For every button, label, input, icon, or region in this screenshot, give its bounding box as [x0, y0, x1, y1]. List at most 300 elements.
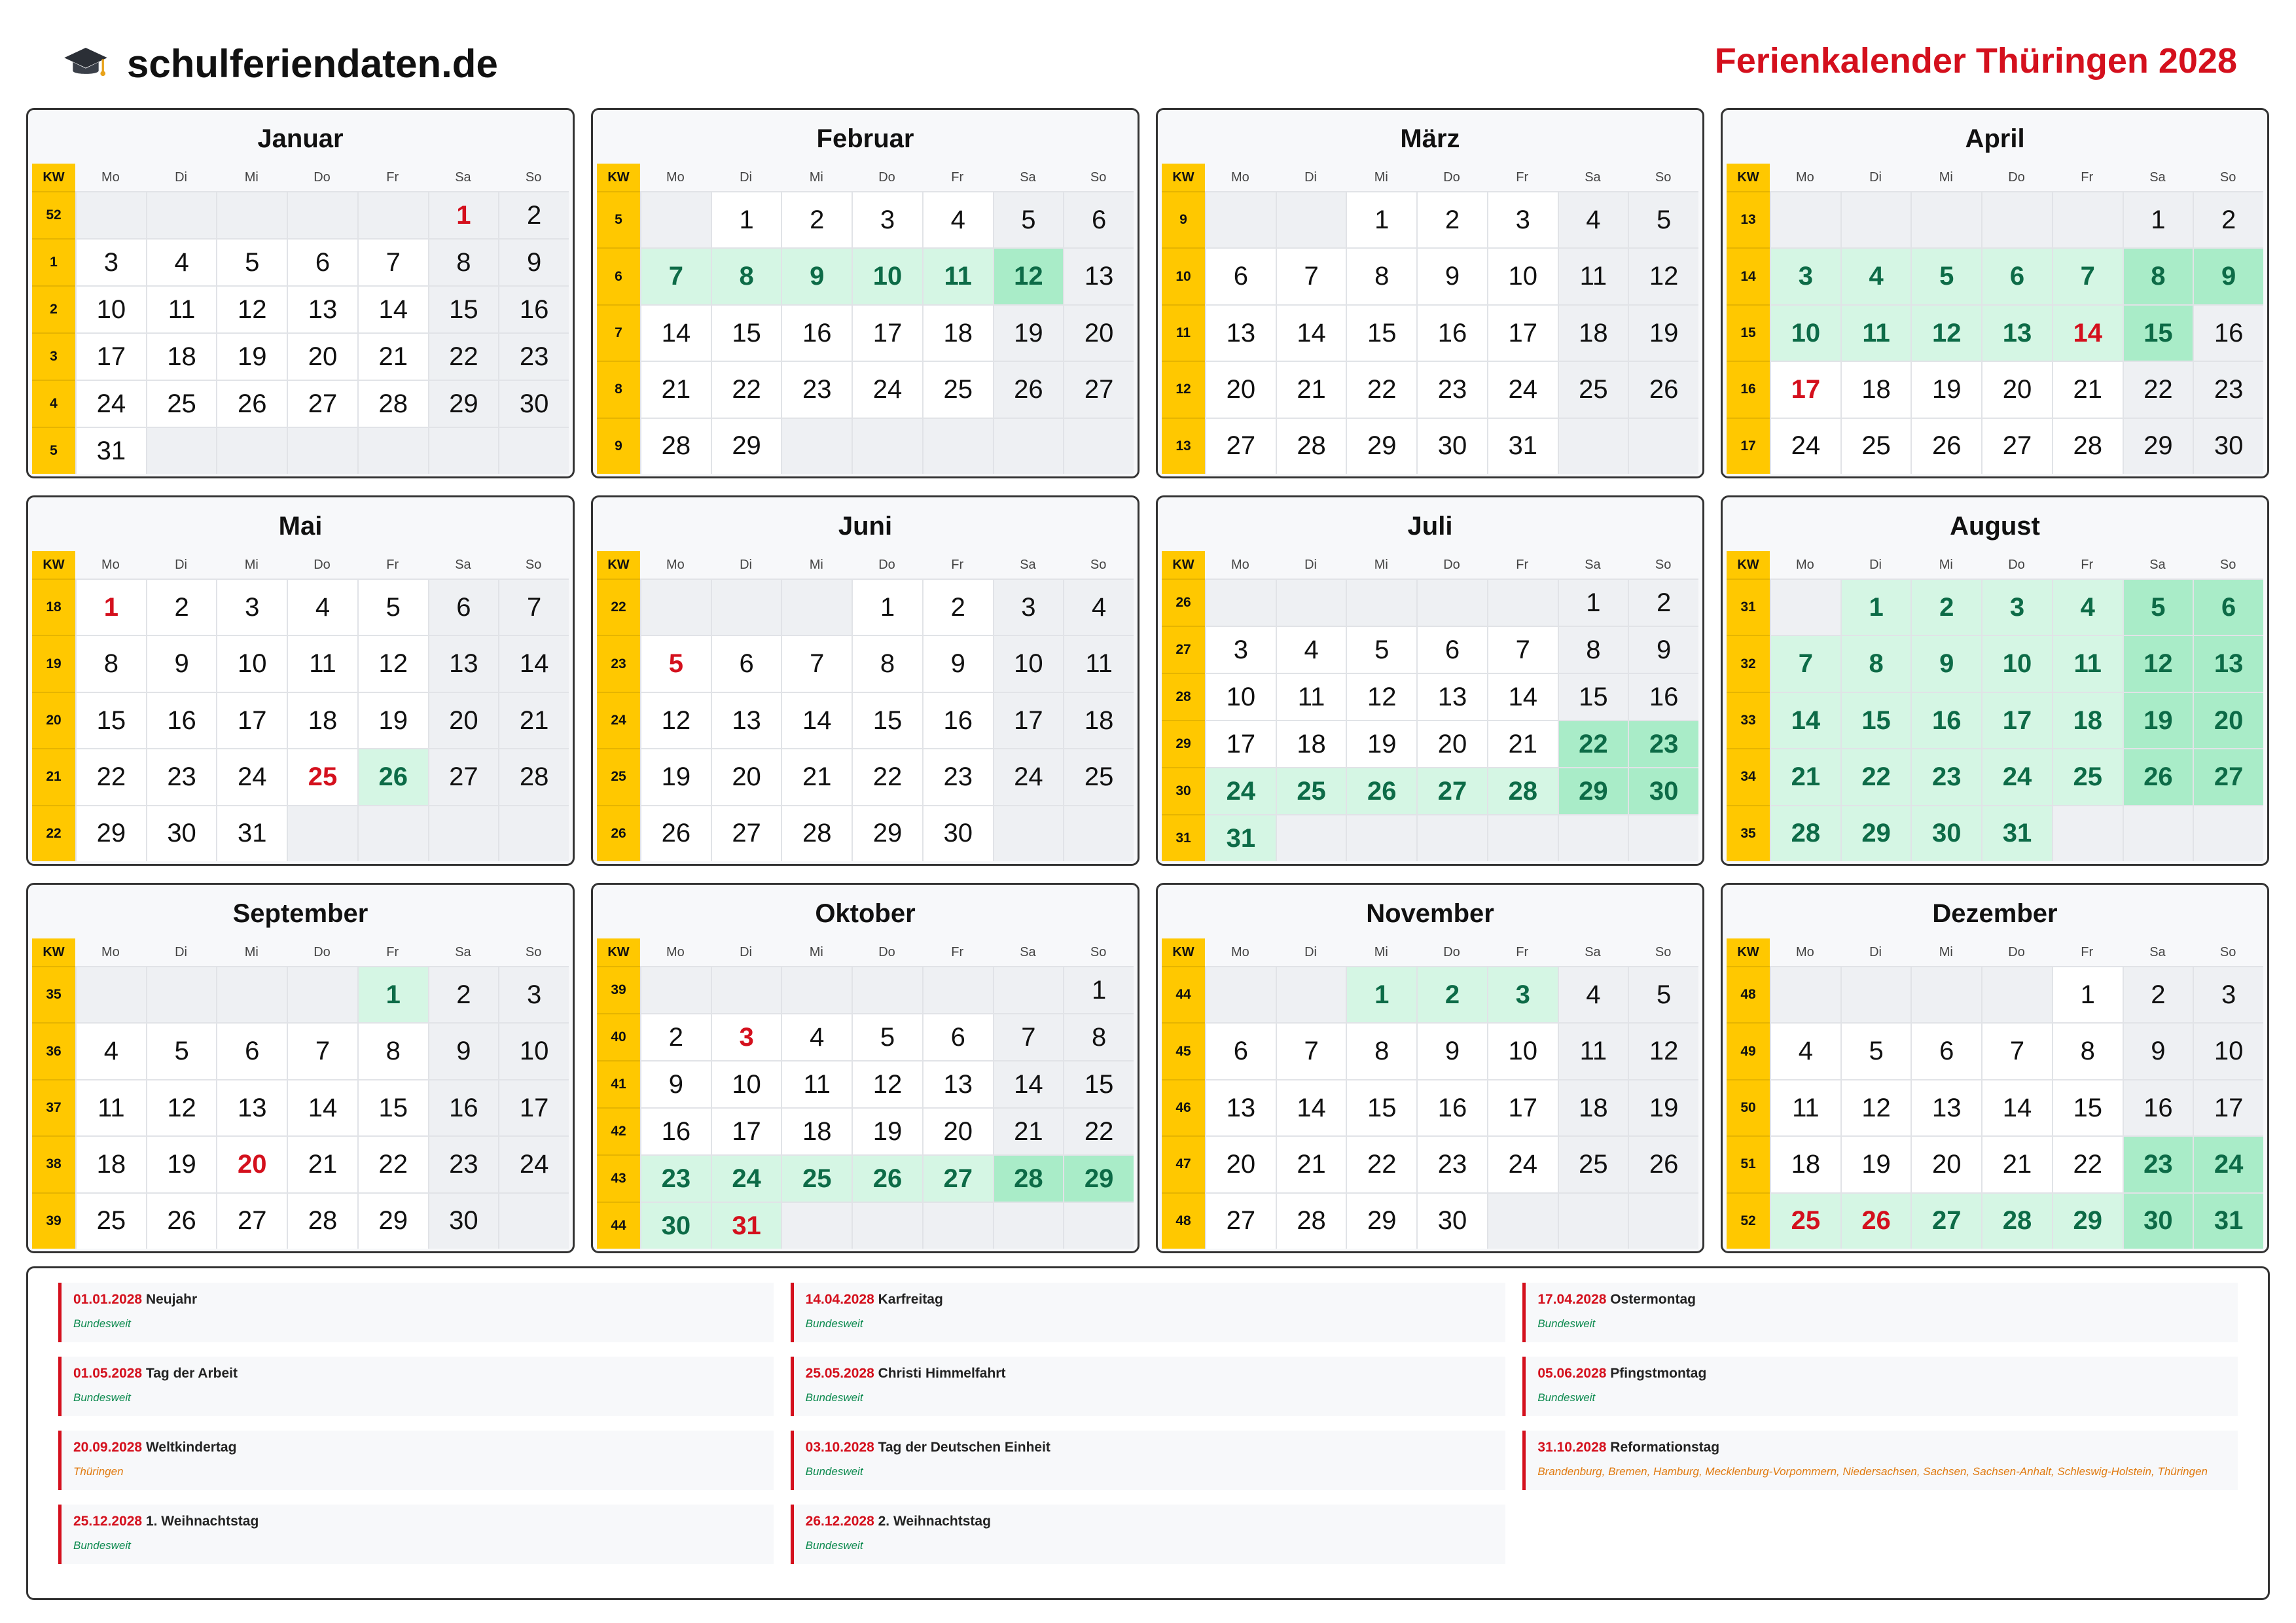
day-cell[interactable]: 26: [1628, 361, 1698, 417]
day-cell[interactable]: 13: [1063, 247, 1134, 304]
day-cell[interactable]: 11: [1558, 247, 1628, 304]
day-cell[interactable]: 12: [852, 1060, 922, 1107]
day-cell[interactable]: 22: [852, 748, 922, 804]
day-cell[interactable]: 20: [428, 692, 499, 748]
day-cell[interactable]: 15: [1346, 304, 1416, 361]
day-cell[interactable]: 11: [146, 285, 217, 332]
vacation-day-cell[interactable]: 29: [1558, 767, 1628, 814]
day-cell[interactable]: 12: [357, 635, 428, 691]
day-cell[interactable]: 4: [287, 579, 357, 635]
day-cell[interactable]: 6: [428, 579, 499, 635]
day-cell[interactable]: 3: [1487, 191, 1558, 247]
day-cell[interactable]: 10: [2193, 1022, 2263, 1079]
day-cell[interactable]: 29: [357, 1192, 428, 1249]
day-cell[interactable]: 27: [1981, 418, 2052, 474]
vacation-day-cell[interactable]: 20: [2193, 692, 2263, 748]
day-cell[interactable]: 3: [216, 579, 287, 635]
day-cell[interactable]: 28: [357, 380, 428, 427]
vacation-day-cell[interactable]: 27: [2193, 748, 2263, 804]
day-cell[interactable]: 22: [1346, 1135, 1416, 1192]
day-cell[interactable]: 26: [1910, 418, 1981, 474]
day-cell[interactable]: 31: [1487, 418, 1558, 474]
day-cell[interactable]: 21: [357, 332, 428, 380]
day-cell[interactable]: 6: [1910, 1022, 1981, 1079]
day-cell[interactable]: 20: [1416, 720, 1487, 767]
day-cell[interactable]: 15: [75, 692, 146, 748]
day-cell[interactable]: 1: [711, 191, 781, 247]
vacation-day-cell[interactable]: 24: [711, 1154, 781, 1202]
day-cell[interactable]: 27: [287, 380, 357, 427]
day-cell[interactable]: 29: [2123, 418, 2193, 474]
day-cell[interactable]: 24: [1770, 418, 1840, 474]
vacation-day-cell[interactable]: 29: [1840, 805, 1911, 861]
vacation-day-cell[interactable]: 12: [2123, 635, 2193, 691]
holiday-day-cell[interactable]: 20: [216, 1135, 287, 1192]
day-cell[interactable]: 1: [2052, 966, 2123, 1022]
day-cell[interactable]: 22: [711, 361, 781, 417]
day-cell[interactable]: 25: [1558, 361, 1628, 417]
day-cell[interactable]: 3: [498, 966, 569, 1022]
vacation-day-cell[interactable]: 11: [1840, 304, 1911, 361]
day-cell[interactable]: 4: [1558, 191, 1628, 247]
day-cell[interactable]: 19: [993, 304, 1064, 361]
vacation-day-cell[interactable]: 25: [1276, 767, 1346, 814]
vacation-day-cell[interactable]: 16: [1910, 692, 1981, 748]
day-cell[interactable]: 10: [1487, 1022, 1558, 1079]
day-cell[interactable]: 23: [1416, 1135, 1487, 1192]
day-cell[interactable]: 6: [1205, 247, 1276, 304]
day-cell[interactable]: 31: [75, 427, 146, 474]
vacation-day-cell[interactable]: 23: [1628, 720, 1698, 767]
day-cell[interactable]: 4: [1770, 1022, 1840, 1079]
vacation-day-cell[interactable]: 30: [1628, 767, 1698, 814]
day-cell[interactable]: 28: [781, 805, 852, 861]
vacation-day-cell[interactable]: 12: [993, 247, 1064, 304]
day-cell[interactable]: 7: [498, 579, 569, 635]
holiday-day-cell[interactable]: 1: [75, 579, 146, 635]
vacation-day-cell[interactable]: 10: [1981, 635, 2052, 691]
vacation-day-cell[interactable]: 29: [1063, 1154, 1134, 1202]
day-cell[interactable]: 16: [2123, 1079, 2193, 1135]
vacation-day-cell[interactable]: 2: [1910, 579, 1981, 635]
day-cell[interactable]: 21: [640, 361, 711, 417]
vacation-day-cell[interactable]: 24: [1205, 767, 1276, 814]
day-cell[interactable]: 14: [498, 635, 569, 691]
vacation-day-cell[interactable]: 3: [1981, 579, 2052, 635]
day-cell[interactable]: 11: [1558, 1022, 1628, 1079]
day-cell[interactable]: 14: [1276, 304, 1346, 361]
day-cell[interactable]: 14: [781, 692, 852, 748]
day-cell[interactable]: 11: [1063, 635, 1134, 691]
day-cell[interactable]: 11: [1770, 1079, 1840, 1135]
vacation-day-cell[interactable]: 8: [1840, 635, 1911, 691]
vacation-day-cell[interactable]: 31: [2193, 1192, 2263, 1249]
vacation-day-cell[interactable]: 24: [2193, 1135, 2263, 1192]
day-cell[interactable]: 16: [2193, 304, 2263, 361]
day-cell[interactable]: 8: [1558, 626, 1628, 673]
day-cell[interactable]: 7: [287, 1022, 357, 1079]
day-cell[interactable]: 20: [287, 332, 357, 380]
day-cell[interactable]: 10: [1487, 247, 1558, 304]
day-cell[interactable]: 17: [2193, 1079, 2263, 1135]
day-cell[interactable]: 22: [75, 748, 146, 804]
vacation-day-cell[interactable]: 2: [1416, 966, 1487, 1022]
vacation-day-cell[interactable]: 22: [1840, 748, 1911, 804]
vacation-day-cell[interactable]: 10: [1770, 304, 1840, 361]
day-cell[interactable]: 10: [498, 1022, 569, 1079]
day-cell[interactable]: 14: [640, 304, 711, 361]
day-cell[interactable]: 5: [1346, 626, 1416, 673]
day-cell[interactable]: 21: [781, 748, 852, 804]
day-cell[interactable]: 19: [146, 1135, 217, 1192]
day-cell[interactable]: 20: [1205, 361, 1276, 417]
day-cell[interactable]: 25: [146, 380, 217, 427]
day-cell[interactable]: 19: [852, 1107, 922, 1154]
day-cell[interactable]: 28: [498, 748, 569, 804]
day-cell[interactable]: 8: [75, 635, 146, 691]
day-cell[interactable]: 14: [993, 1060, 1064, 1107]
vacation-day-cell[interactable]: 31: [1205, 814, 1276, 861]
day-cell[interactable]: 25: [922, 361, 993, 417]
day-cell[interactable]: 25: [75, 1192, 146, 1249]
day-cell[interactable]: 4: [1558, 966, 1628, 1022]
day-cell[interactable]: 7: [1487, 626, 1558, 673]
day-cell[interactable]: 7: [357, 238, 428, 285]
vacation-day-cell[interactable]: 10: [852, 247, 922, 304]
day-cell[interactable]: 18: [1558, 1079, 1628, 1135]
day-cell[interactable]: 20: [1063, 304, 1134, 361]
holiday-day-cell[interactable]: 25: [1770, 1192, 1840, 1249]
day-cell[interactable]: 10: [1205, 673, 1276, 720]
vacation-day-cell[interactable]: 1: [357, 966, 428, 1022]
day-cell[interactable]: 27: [1205, 418, 1276, 474]
day-cell[interactable]: 21: [993, 1107, 1064, 1154]
site-logo[interactable]: [63, 41, 498, 86]
vacation-day-cell[interactable]: 3: [1487, 966, 1558, 1022]
day-cell[interactable]: 19: [1840, 1135, 1911, 1192]
day-cell[interactable]: 17: [1487, 1079, 1558, 1135]
vacation-day-cell[interactable]: 4: [2052, 579, 2123, 635]
day-cell[interactable]: 2: [922, 579, 993, 635]
day-cell[interactable]: 9: [640, 1060, 711, 1107]
day-cell[interactable]: 12: [1628, 247, 1698, 304]
vacation-day-cell[interactable]: 19: [2123, 692, 2193, 748]
holiday-day-cell[interactable]: 26: [1840, 1192, 1911, 1249]
day-cell[interactable]: 8: [428, 238, 499, 285]
vacation-day-cell[interactable]: 17: [1981, 692, 2052, 748]
day-cell[interactable]: 27: [711, 805, 781, 861]
day-cell[interactable]: 17: [1205, 720, 1276, 767]
day-cell[interactable]: 4: [922, 191, 993, 247]
day-cell[interactable]: 4: [1063, 579, 1134, 635]
vacation-day-cell[interactable]: 12: [1910, 304, 1981, 361]
day-cell[interactable]: 19: [1628, 1079, 1698, 1135]
day-cell[interactable]: 5: [1840, 1022, 1911, 1079]
day-cell[interactable]: 17: [852, 304, 922, 361]
vacation-day-cell[interactable]: 27: [1416, 767, 1487, 814]
holiday-day-cell[interactable]: 17: [1770, 361, 1840, 417]
day-cell[interactable]: 23: [922, 748, 993, 804]
day-cell[interactable]: 17: [498, 1079, 569, 1135]
vacation-day-cell[interactable]: 5: [2123, 579, 2193, 635]
day-cell[interactable]: 12: [216, 285, 287, 332]
vacation-day-cell[interactable]: 6: [2193, 579, 2263, 635]
day-cell[interactable]: 13: [1416, 673, 1487, 720]
day-cell[interactable]: 30: [498, 380, 569, 427]
day-cell[interactable]: 6: [922, 1013, 993, 1060]
day-cell[interactable]: 21: [2052, 361, 2123, 417]
day-cell[interactable]: 9: [146, 635, 217, 691]
day-cell[interactable]: 21: [1487, 720, 1558, 767]
day-cell[interactable]: 21: [287, 1135, 357, 1192]
day-cell[interactable]: 9: [1628, 626, 1698, 673]
day-cell[interactable]: 30: [1416, 418, 1487, 474]
day-cell[interactable]: 1: [1063, 966, 1134, 1013]
vacation-day-cell[interactable]: 25: [781, 1154, 852, 1202]
day-cell[interactable]: 29: [428, 380, 499, 427]
day-cell[interactable]: 22: [357, 1135, 428, 1192]
vacation-day-cell[interactable]: 8: [2123, 247, 2193, 304]
day-cell[interactable]: 24: [1487, 361, 1558, 417]
day-cell[interactable]: 10: [711, 1060, 781, 1107]
day-cell[interactable]: 15: [852, 692, 922, 748]
vacation-day-cell[interactable]: 13: [2193, 635, 2263, 691]
vacation-day-cell[interactable]: 1: [1840, 579, 1911, 635]
day-cell[interactable]: 24: [993, 748, 1064, 804]
day-cell[interactable]: 24: [216, 748, 287, 804]
vacation-day-cell[interactable]: 24: [1981, 748, 2052, 804]
day-cell[interactable]: 18: [287, 692, 357, 748]
day-cell[interactable]: 23: [498, 332, 569, 380]
day-cell[interactable]: 16: [640, 1107, 711, 1154]
vacation-day-cell[interactable]: 28: [1487, 767, 1558, 814]
day-cell[interactable]: 22: [428, 332, 499, 380]
holiday-day-cell[interactable]: 5: [640, 635, 711, 691]
day-cell[interactable]: 14: [287, 1079, 357, 1135]
day-cell[interactable]: 2: [146, 579, 217, 635]
vacation-day-cell[interactable]: 5: [1910, 247, 1981, 304]
day-cell[interactable]: 4: [75, 1022, 146, 1079]
day-cell[interactable]: 8: [1346, 1022, 1416, 1079]
day-cell[interactable]: 12: [146, 1079, 217, 1135]
day-cell[interactable]: 16: [1628, 673, 1698, 720]
day-cell[interactable]: 30: [428, 1192, 499, 1249]
day-cell[interactable]: 19: [1910, 361, 1981, 417]
day-cell[interactable]: 1: [2123, 191, 2193, 247]
day-cell[interactable]: 1: [1558, 579, 1628, 626]
day-cell[interactable]: 23: [146, 748, 217, 804]
day-cell[interactable]: 17: [711, 1107, 781, 1154]
day-cell[interactable]: 6: [1416, 626, 1487, 673]
day-cell[interactable]: 5: [357, 579, 428, 635]
vacation-day-cell[interactable]: 27: [922, 1154, 993, 1202]
vacation-day-cell[interactable]: 11: [2052, 635, 2123, 691]
day-cell[interactable]: 21: [1276, 361, 1346, 417]
day-cell[interactable]: 12: [640, 692, 711, 748]
day-cell[interactable]: 2: [781, 191, 852, 247]
day-cell[interactable]: 10: [216, 635, 287, 691]
day-cell[interactable]: 1: [1346, 191, 1416, 247]
day-cell[interactable]: 3: [2193, 966, 2263, 1022]
day-cell[interactable]: 1: [852, 579, 922, 635]
day-cell[interactable]: 9: [2123, 1022, 2193, 1079]
vacation-day-cell[interactable]: 11: [922, 247, 993, 304]
day-cell[interactable]: 16: [781, 304, 852, 361]
day-cell[interactable]: 19: [640, 748, 711, 804]
vacation-day-cell[interactable]: 23: [2123, 1135, 2193, 1192]
day-cell[interactable]: 9: [498, 238, 569, 285]
vacation-day-cell[interactable]: 7: [640, 247, 711, 304]
day-cell[interactable]: 30: [1416, 1192, 1487, 1249]
vacation-day-cell[interactable]: 9: [1910, 635, 1981, 691]
day-cell[interactable]: 28: [640, 418, 711, 474]
day-cell[interactable]: 2: [428, 966, 499, 1022]
day-cell[interactable]: 27: [1063, 361, 1134, 417]
day-cell[interactable]: 28: [1276, 1192, 1346, 1249]
day-cell[interactable]: 21: [1981, 1135, 2052, 1192]
day-cell[interactable]: 14: [1487, 673, 1558, 720]
day-cell[interactable]: 24: [75, 380, 146, 427]
day-cell[interactable]: 10: [75, 285, 146, 332]
day-cell[interactable]: 11: [781, 1060, 852, 1107]
day-cell[interactable]: 18: [75, 1135, 146, 1192]
day-cell[interactable]: 18: [922, 304, 993, 361]
day-cell[interactable]: 2: [498, 191, 569, 238]
day-cell[interactable]: 15: [1558, 673, 1628, 720]
day-cell[interactable]: 19: [1628, 304, 1698, 361]
day-cell[interactable]: 25: [1063, 748, 1134, 804]
vacation-day-cell[interactable]: 27: [1910, 1192, 1981, 1249]
day-cell[interactable]: 12: [1628, 1022, 1698, 1079]
day-cell[interactable]: 29: [711, 418, 781, 474]
day-cell[interactable]: 30: [2193, 418, 2263, 474]
day-cell[interactable]: 26: [640, 805, 711, 861]
day-cell[interactable]: 8: [1346, 247, 1416, 304]
day-cell[interactable]: 17: [1487, 304, 1558, 361]
day-cell[interactable]: 15: [1063, 1060, 1134, 1107]
day-cell[interactable]: 8: [357, 1022, 428, 1079]
vacation-day-cell[interactable]: 13: [1981, 304, 2052, 361]
day-cell[interactable]: 19: [357, 692, 428, 748]
day-cell[interactable]: 6: [287, 238, 357, 285]
day-cell[interactable]: 25: [1558, 1135, 1628, 1192]
day-cell[interactable]: 30: [922, 805, 993, 861]
vacation-day-cell[interactable]: 6: [1981, 247, 2052, 304]
day-cell[interactable]: 8: [2052, 1022, 2123, 1079]
day-cell[interactable]: 29: [1346, 418, 1416, 474]
day-cell[interactable]: 15: [2052, 1079, 2123, 1135]
day-cell[interactable]: 15: [1346, 1079, 1416, 1135]
vacation-day-cell[interactable]: 1: [1346, 966, 1416, 1022]
day-cell[interactable]: 23: [1416, 361, 1487, 417]
day-cell[interactable]: 22: [2123, 361, 2193, 417]
day-cell[interactable]: 2: [2193, 191, 2263, 247]
day-cell[interactable]: 28: [287, 1192, 357, 1249]
day-cell[interactable]: 21: [1276, 1135, 1346, 1192]
day-cell[interactable]: 6: [711, 635, 781, 691]
day-cell[interactable]: 18: [1063, 692, 1134, 748]
day-cell[interactable]: 7: [993, 1013, 1064, 1060]
vacation-day-cell[interactable]: 23: [1910, 748, 1981, 804]
day-cell[interactable]: 15: [711, 304, 781, 361]
day-cell[interactable]: 9: [922, 635, 993, 691]
day-cell[interactable]: 26: [216, 380, 287, 427]
day-cell[interactable]: 6: [1205, 1022, 1276, 1079]
day-cell[interactable]: 8: [852, 635, 922, 691]
day-cell[interactable]: 2: [1628, 579, 1698, 626]
day-cell[interactable]: 22: [2052, 1135, 2123, 1192]
day-cell[interactable]: 16: [146, 692, 217, 748]
day-cell[interactable]: 20: [1910, 1135, 1981, 1192]
day-cell[interactable]: 5: [146, 1022, 217, 1079]
day-cell[interactable]: 9: [1416, 1022, 1487, 1079]
day-cell[interactable]: 9: [1416, 247, 1487, 304]
day-cell[interactable]: 8: [1063, 1013, 1134, 1060]
day-cell[interactable]: 11: [1276, 673, 1346, 720]
day-cell[interactable]: 14: [1276, 1079, 1346, 1135]
vacation-day-cell[interactable]: 28: [993, 1154, 1064, 1202]
vacation-day-cell[interactable]: 18: [2052, 692, 2123, 748]
day-cell[interactable]: 4: [146, 238, 217, 285]
day-cell[interactable]: 20: [711, 748, 781, 804]
day-cell[interactable]: 24: [1487, 1135, 1558, 1192]
day-cell[interactable]: 14: [357, 285, 428, 332]
vacation-day-cell[interactable]: 26: [1346, 767, 1416, 814]
day-cell[interactable]: 12: [1840, 1079, 1911, 1135]
day-cell[interactable]: 12: [1346, 673, 1416, 720]
vacation-day-cell[interactable]: 26: [852, 1154, 922, 1202]
day-cell[interactable]: 24: [852, 361, 922, 417]
day-cell[interactable]: 2: [1416, 191, 1487, 247]
vacation-day-cell[interactable]: 31: [1981, 805, 2052, 861]
day-cell[interactable]: 26: [993, 361, 1064, 417]
day-cell[interactable]: 30: [146, 805, 217, 861]
day-cell[interactable]: 17: [216, 692, 287, 748]
vacation-day-cell[interactable]: 7: [1770, 635, 1840, 691]
day-cell[interactable]: 27: [1205, 1192, 1276, 1249]
vacation-day-cell[interactable]: 21: [1770, 748, 1840, 804]
vacation-day-cell[interactable]: 4: [1840, 247, 1911, 304]
day-cell[interactable]: 3: [75, 238, 146, 285]
day-cell[interactable]: 5: [1628, 966, 1698, 1022]
day-cell[interactable]: 18: [1276, 720, 1346, 767]
day-cell[interactable]: 28: [1276, 418, 1346, 474]
vacation-day-cell[interactable]: 30: [2123, 1192, 2193, 1249]
holiday-day-cell[interactable]: 25: [287, 748, 357, 804]
day-cell[interactable]: 16: [498, 285, 569, 332]
vacation-day-cell[interactable]: 14: [1770, 692, 1840, 748]
day-cell[interactable]: 13: [1205, 304, 1276, 361]
day-cell[interactable]: 17: [75, 332, 146, 380]
day-cell[interactable]: 7: [1276, 1022, 1346, 1079]
holiday-day-cell[interactable]: 3: [711, 1013, 781, 1060]
day-cell[interactable]: 16: [428, 1079, 499, 1135]
day-cell[interactable]: 13: [1205, 1079, 1276, 1135]
day-cell[interactable]: 2: [2123, 966, 2193, 1022]
day-cell[interactable]: 9: [428, 1022, 499, 1079]
vacation-day-cell[interactable]: 3: [1770, 247, 1840, 304]
vacation-day-cell[interactable]: 28: [1981, 1192, 2052, 1249]
vacation-day-cell[interactable]: 26: [357, 748, 428, 804]
day-cell[interactable]: 5: [993, 191, 1064, 247]
day-cell[interactable]: 19: [216, 332, 287, 380]
day-cell[interactable]: 5: [216, 238, 287, 285]
day-cell[interactable]: 11: [75, 1079, 146, 1135]
day-cell[interactable]: 7: [1981, 1022, 2052, 1079]
day-cell[interactable]: 18: [146, 332, 217, 380]
day-cell[interactable]: 21: [498, 692, 569, 748]
vacation-day-cell[interactable]: 7: [2052, 247, 2123, 304]
